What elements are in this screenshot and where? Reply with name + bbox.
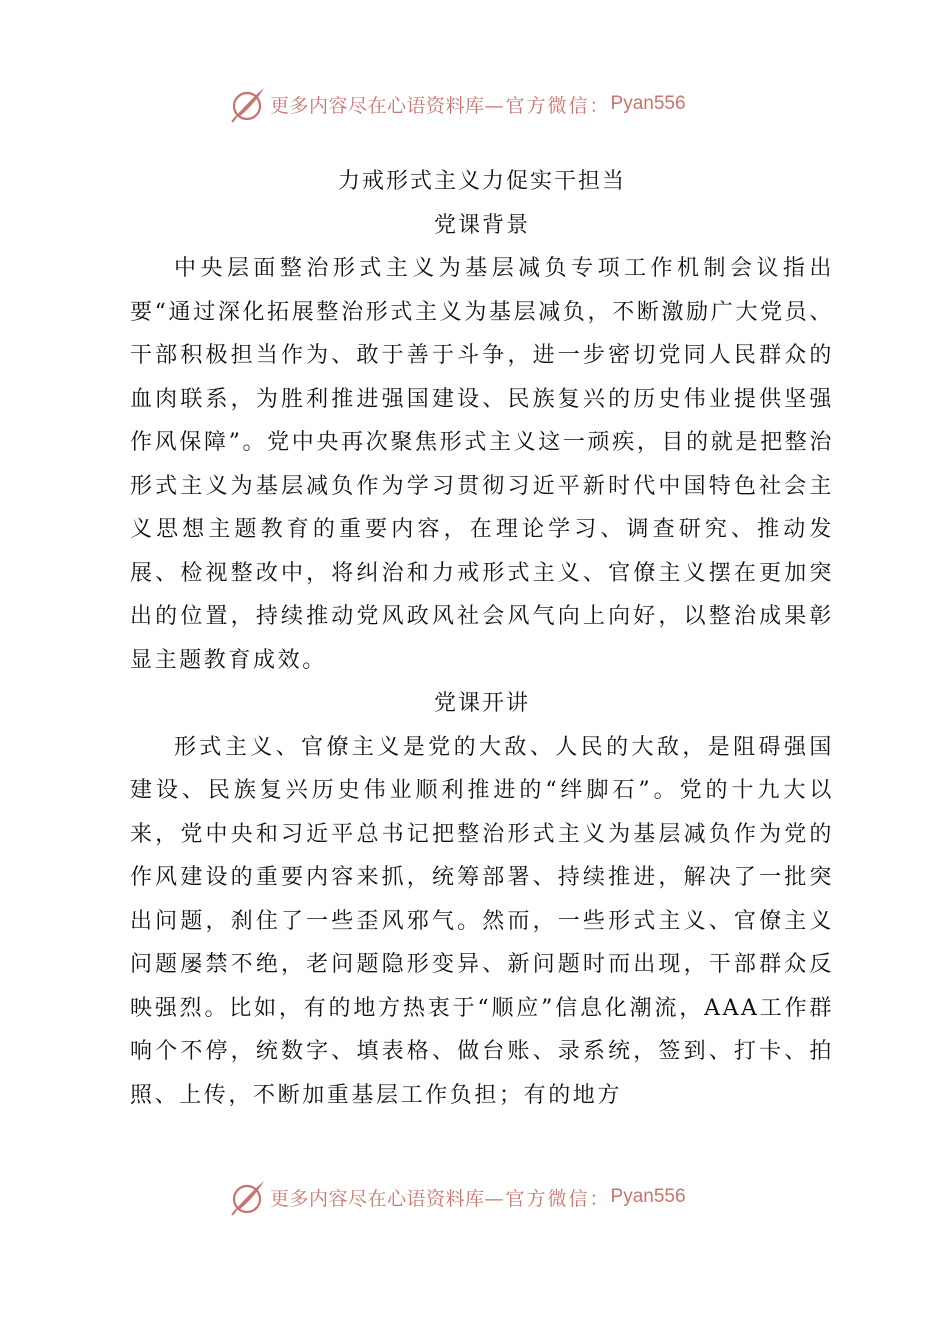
watermark-wechat-id: Pyan556 xyxy=(610,1186,686,1207)
watermark-sub-text: —官方微信： xyxy=(484,94,611,117)
watermark-banner-bottom xyxy=(228,1175,748,1219)
document-body xyxy=(130,160,834,1117)
section-heading-background: 党课背景 xyxy=(433,212,530,238)
watermark-main-text: 更多内容尽在心语资料库 xyxy=(270,1187,485,1210)
watermark-banner-top xyxy=(228,82,748,126)
quill-pen-logo-icon xyxy=(228,1177,268,1217)
section-paragraph-background: 中央层面整治形式主义为基层减负专项工作机制会议指出要“通过深化拓展整治形式主义为基层减负，不断激励广大党员、干部积极担当作为、敢于善于斗争，进一步密切党同人民群众的血肉联系，为胜利推进强国建设、民族复兴的历史伟业提供坚强作风保障”。党中央再次聚焦形式主义这一顽疾，目的就是把整治形式主义为基层减负作为学习贯彻习近平新时代中国特色社会主义思想主题教育的重要内容，在理论学习、调查研究、推动发展、检视整改中，将纠治和力戒形式主义、官僚主义摆在更加突出的位置，持续推动党风政风社会风气向上向好，以整治成果彰显主题教育成效。 xyxy=(130,256,834,673)
watermark-wechat-id: Pyan556 xyxy=(610,93,686,114)
document-title: 力戒形式主义力促实干担当 xyxy=(337,169,626,194)
quill-pen-logo-icon xyxy=(228,84,268,124)
section-heading-lecture: 党课开讲 xyxy=(433,691,530,716)
watermark-main-text: 更多内容尽在心语资料库 xyxy=(270,94,485,117)
watermark-sub-text: —官方微信： xyxy=(484,1187,611,1210)
section-paragraph-lecture: 形式主义、官僚主义是党的大敌、人民的大敌，是阻碍强国建设、民族复兴历史伟业顺利推进的“绊脚石”。党的十九大以来，党中央和习近平总书记把整治形式主义为基层减负作为党的作风建设的重要内容来抓，统筹部署、持续推进，解决了一批突出问题，刹住了一些歪风邪气。然而，一些形式主义、官僚主义问题屡禁不绝，老问题隐形变异、新问题时而出现，干部群众反映强烈。比如，有的地方热衷于“顺应”信息化潮流，AAA工作群响个不停，统数字、填表格、做台账、录系统，签到、打卡、拍照、上传，不断加重基层工作负担；有的地方 xyxy=(130,734,834,1108)
